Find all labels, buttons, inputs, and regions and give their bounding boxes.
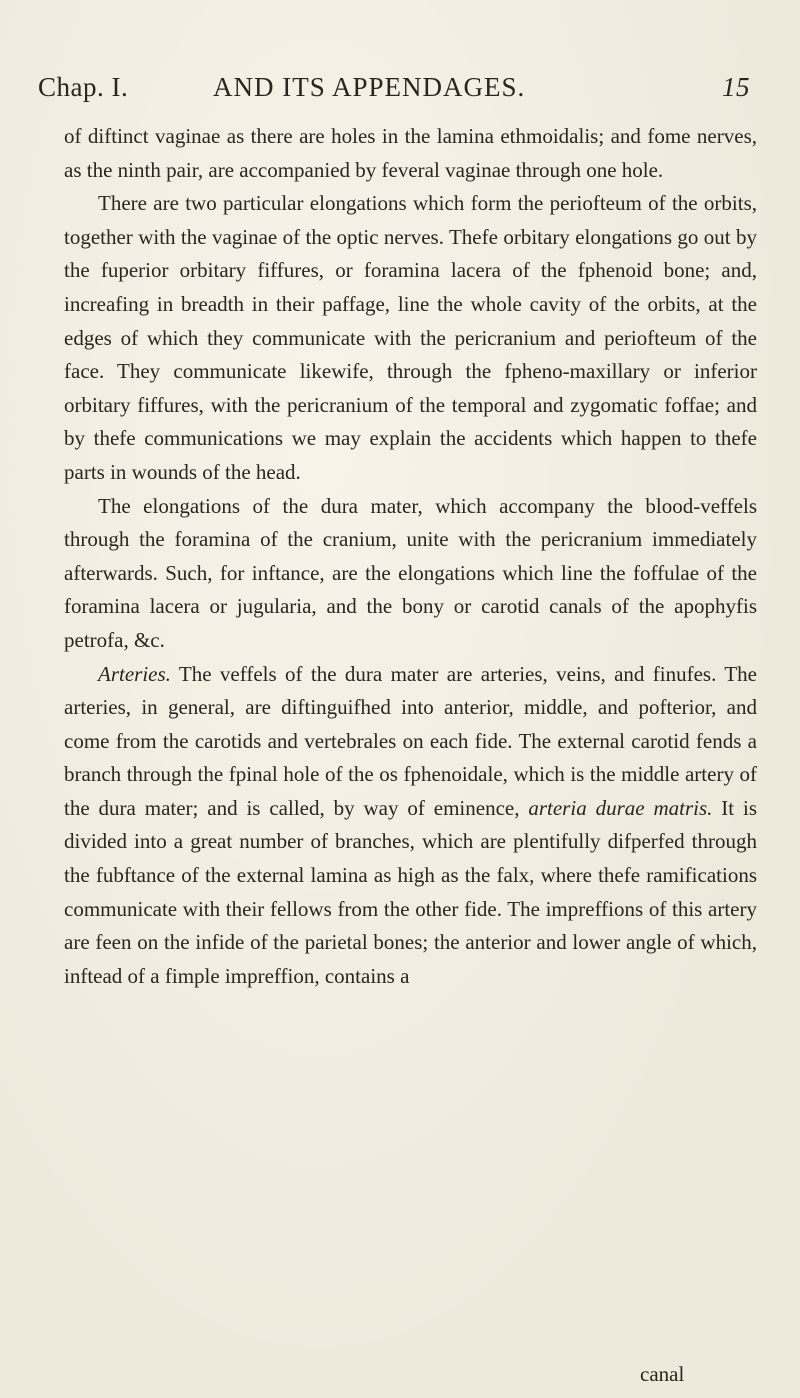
chapter-label: Chap. I. — [38, 72, 129, 102]
paragraph-arteries — [64, 658, 757, 994]
page-number: 15 — [722, 72, 750, 102]
latin-term: arteria durae matris. — [528, 795, 713, 820]
running-title: AND ITS APPENDAGES. — [213, 72, 526, 102]
body-text — [64, 120, 757, 993]
arteries-text-1: The veffels of the dura mater are arteries, veins, and finufes. The arteries, in general, are diftinguifhed into anterior, middle, and pofterior, and come from the carotids and vertebrales on each fide. The external carotid fends a branch through the fpinal hole of the os fphenoidale, which is the middle artery of the dura mater; and is called, by way of eminence, — [64, 661, 757, 820]
running-head — [38, 72, 750, 112]
arteries-text-2: It is divided into a great number of branches, which are plentifully difperfed through the fubftance of the external lamina as high as the falx, where thefe ramifications communicate with their fellows from the other fide. The impreffions of this artery are feen on the infide of the parietal bones; the anterior and lower angle of which, inftead of a fimple impreffion, contains a — [64, 795, 757, 988]
paragraph-1: of diftinct vaginae as there are holes in the lamina ethmoidalis; and fome nerves, as the ninth pair, are accompanied by feveral vaginae through one hole. — [64, 124, 757, 182]
side-head-arteries: Arteries. — [98, 661, 171, 686]
paragraph-2: There are two particular elongations which form the periofteum of the orbits, together with the vaginae of the optic nerves. Thefe orbitary elongations go out by the fuperior orbitary fiffures, or foramina lacera of the fphenoid bone; and, increafing in breadth in their paffage, line the whole cavity of the orbits, at the edges of which they communicate with the pericranium and periofteum of the face. They communicate likewife, through the fpheno-maxillary or inferior orbitary fiffures, with the pericranium of the temporal and zygomatic foffae; and by thefe communications we may explain the accidents which happen to thefe parts in wounds of the head. — [64, 191, 757, 484]
catchword: canal — [640, 1362, 685, 1386]
paragraph-3: The elongations of the dura mater, which accompany the blood-veffels through the foramina of the cranium, unite with the pericranium immediately afterwards. Such, for inftance, are the elongations which line the foffulae of the foramina lacera or jugularia, and the bony or carotid canals of the apophyfis petrofa, &c. — [64, 493, 757, 652]
